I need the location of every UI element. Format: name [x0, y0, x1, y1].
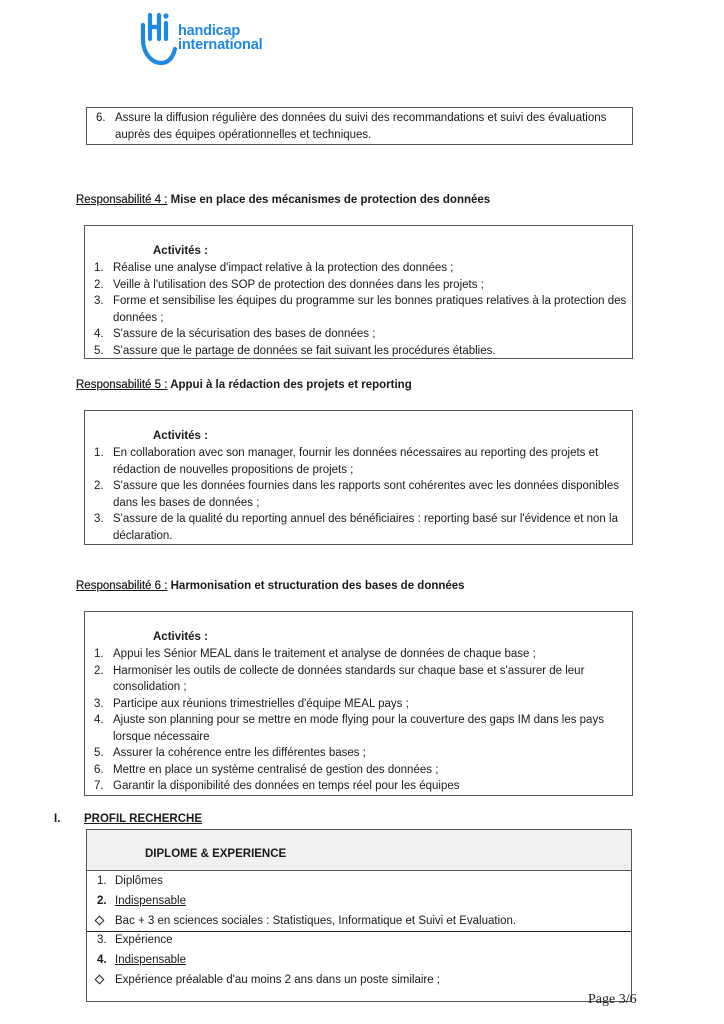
item-number: 1.: [94, 262, 104, 274]
item-number: 3.: [94, 697, 104, 710]
responsibility-4-heading: [76, 194, 490, 206]
item-text: Assure la diffusion régulière des données du suivi des recommandations et suivi des évaluations auprès des équipes opérationnelles et techniques.: [115, 112, 607, 141]
item-text: Veille à l'utilisation des SOP de protection des données dans les projets ;: [113, 278, 484, 291]
item-text: Appui les Sénior MEAL dans le traitement et analyse de données de chaque base ;: [113, 648, 536, 660]
row-number: 3.: [97, 934, 107, 946]
responsibility-title: Appui à la rédaction des projets et reporting: [167, 379, 412, 391]
item-number: 4.: [94, 714, 104, 726]
activity-item: [85, 778, 632, 795]
item-number: 5.: [94, 344, 104, 357]
table-header: [87, 830, 631, 871]
activity-item: [85, 343, 632, 360]
diamond-bullet-icon: [95, 916, 105, 926]
activity-item: [85, 511, 632, 544]
table-row: [87, 931, 631, 950]
item-text: S'assure que les données fournies dans les rapports sont cohérentes avec les données disponibles dans les bases de données ;: [113, 480, 619, 509]
item-text: Garantir la disponibilité des données en temps réel pour les équipes: [113, 780, 460, 792]
handicap-international-logo: [139, 9, 299, 67]
responsibility-title: Mise en place des mécanismes de protection des données: [167, 194, 491, 206]
table-row: [87, 891, 631, 911]
responsibility-6-activities-box: [84, 611, 633, 796]
item-number: 3.: [94, 295, 104, 307]
row-text: Indispensable: [115, 895, 186, 907]
item-number: 5.: [94, 747, 104, 759]
item-number: 7.: [94, 780, 104, 792]
item-number: 6.: [96, 112, 106, 124]
activity-item: [85, 293, 632, 326]
activity-item: [85, 663, 632, 696]
item-text: Forme et sensibilise les équipes du programme sur les bonnes pratiques relatives à la protection des données ;: [113, 295, 627, 324]
activity-item: [85, 762, 632, 779]
table-header-label: DIPLOME & EXPERIENCE: [145, 848, 287, 860]
profile-section-title: [54, 813, 202, 825]
row-text: Bac + 3 en sciences sociales : Statistiques, Informatique et Suivi et Evaluation.: [115, 915, 517, 927]
responsibility-5-activities-box: [84, 410, 633, 545]
page-number: Page 3/6: [588, 992, 637, 1007]
activity-item: [85, 646, 632, 663]
item-text: En collaboration avec son manager, fournir les données nécessaires au reporting des projets et rédaction de nouvelles propositions de projets ;: [113, 447, 599, 476]
responsibility-prefix: Responsabilité 4 :: [76, 194, 168, 206]
item-number: 2.: [94, 480, 104, 492]
item-number: 3.: [94, 513, 104, 525]
activities-label: Activités :: [153, 430, 208, 442]
row-text: Indispensable: [115, 954, 186, 966]
item-text: Participe aux réunions trimestrielles d'équipe MEAL pays ;: [113, 697, 409, 710]
hi-hand-logo-icon: [139, 9, 177, 67]
item-text: Assurer la cohérence entre les différentes bases ;: [113, 747, 366, 759]
row-text: Expérience préalable d'au moins 2 ans dans un poste similaire ;: [115, 974, 441, 986]
item-number: 1.: [94, 648, 104, 660]
item-text: Réalise une analyse d'impact relative à la protection des données ;: [113, 262, 454, 274]
activity-item: [85, 478, 632, 511]
activity-item: [85, 445, 632, 478]
activity-item: [85, 326, 632, 343]
table-row: [87, 911, 631, 931]
activity-item: [85, 696, 632, 713]
table-row: [87, 871, 631, 891]
activity-item: [85, 712, 632, 745]
logo-line-2: international: [178, 37, 263, 53]
table-row: [87, 950, 631, 970]
row-number: 4.: [97, 954, 107, 966]
item-text: Harmoniser les outils de collecte de données standards sur chaque base et s'assurer de leur consolidation ;: [113, 664, 585, 693]
activity-item: [85, 260, 632, 277]
row-number: 1.: [97, 875, 107, 887]
activity-item: [87, 110, 632, 143]
table-row: [87, 970, 631, 990]
item-text: S'assure de la qualité du reporting annuel des bénéficiaires : reporting basé sur l'évidence et non la déclaration.: [113, 513, 618, 542]
diamond-bullet-icon: [95, 975, 105, 985]
diploma-experience-table: [86, 829, 632, 1002]
row-number: 2.: [97, 895, 107, 907]
item-text: S'assure que le partage de données se fait suivant les procédures établies.: [113, 344, 496, 357]
section-label: PROFIL RECHERCHE: [84, 813, 202, 825]
item-text: S'assure de la sécurisation des bases de données ;: [113, 328, 376, 340]
item-number: 1.: [94, 447, 104, 459]
row-text: Diplômes: [115, 875, 163, 887]
activity-item: [85, 745, 632, 762]
responsibility-title: Harmonisation et structuration des bases de données: [167, 580, 465, 592]
responsibility-prefix: Responsabilité 6 :: [76, 580, 168, 592]
responsibility-prefix: Responsabilité 5 :: [76, 379, 168, 391]
item-text: Mettre en place un système centralisé de gestion des données ;: [113, 763, 439, 776]
logo-line-1: handicap: [178, 23, 241, 39]
item-number: 4.: [94, 328, 104, 340]
responsibility-6-heading: [76, 580, 465, 592]
section-roman-numeral: I.: [54, 813, 61, 825]
item-number: 6.: [94, 763, 104, 776]
item-number: 2.: [94, 664, 104, 677]
row-text: Expérience: [115, 934, 173, 946]
activity-item: [85, 277, 632, 294]
responsibility-4-activities-box: [84, 225, 633, 359]
activities-label: Activités :: [153, 631, 208, 643]
continued-activities-box: [86, 107, 633, 145]
item-number: 2.: [94, 278, 104, 291]
activities-label: Activités :: [153, 245, 208, 257]
responsibility-5-heading: [76, 379, 412, 391]
logo-text: [178, 24, 262, 52]
item-text: Ajuste son planning pour se mettre en mode flying pour la couverture des gaps IM dans les pays lorsque nécessaire: [113, 714, 604, 743]
